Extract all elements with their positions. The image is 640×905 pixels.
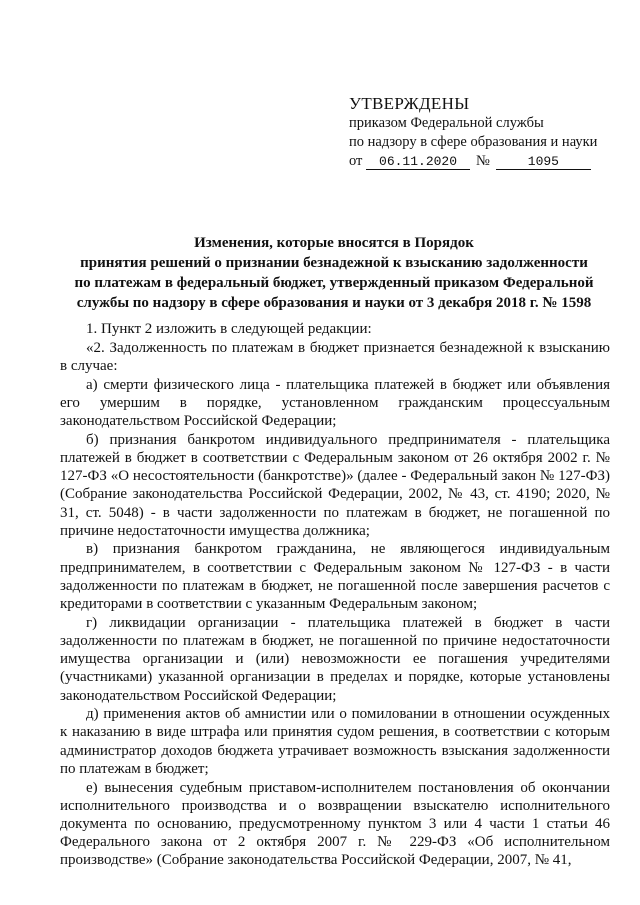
- document-heading: [58, 233, 610, 313]
- heading-line-2: принятия решений о признании безнадежной к взысканию задолженности: [80, 255, 588, 271]
- order-number: 1095: [496, 154, 591, 170]
- heading-line-3: по платежам в федеральный бюджет, утвержденный приказом Федеральной: [74, 275, 594, 291]
- paragraph-sub-e: е) вынесения судебным приставом-исполнителем постановления об окончании исполнительного производства и о возвращении взыскателю исполнительного документа по основанию, предусмотренному пунктом 3 или 4 части 1 статьи 46 Федерального закона от 2 октября 2007 г. № 229-ФЗ «Об исполнительном производстве» (Собрание законодательства Российской Федерации, 2007, № 41,: [60, 779, 610, 869]
- paragraph-sub-d: д) применения актов об амнистии или о помиловании в отношении осужденных к наказанию в виде штрафа или принятия судом решения, в соответствии с которым администратор доходов бюджета утрачивает возможность взыскания задолженности по платежам в бюджет;: [60, 706, 610, 777]
- paragraph-item-1: 1. Пункт 2 изложить в следующей редакции:: [86, 321, 372, 337]
- approval-line-1: приказом Федеральной службы: [349, 115, 544, 131]
- approval-stamp: [349, 94, 597, 171]
- heading-line-4: службы по надзору в сфере образования и науки от 3 декабря 2018 г. № 1598: [76, 295, 592, 311]
- paragraph-clause-2: «2. Задолженность по платежам в бюджет признается безнадежной к взысканию в случае:: [60, 339, 610, 374]
- approval-title: УТВЕРЖДЕНЫ: [349, 94, 470, 113]
- paragraph-sub-b: б) признания банкротом индивидуального предпринимателя - плательщика платежей в бюджет в соответствии с Федеральным законом от 26 октября 2002 г. № 127-ФЗ «О несостоятельности (банкротстве)» (далее - Федеральный закон № 127-ФЗ) (Собрание законодательства Российской Федерации, 2002, № 43, ст. 4190; 2020, № 31, ст. 5048) - в части задолженности по платежам в бюджет, не погашенной по причине недостаточности имущества должника;: [60, 431, 610, 539]
- order-date-number: [349, 152, 597, 171]
- number-sign: №: [476, 153, 490, 169]
- date-prefix: от: [349, 153, 363, 169]
- document-body: [60, 320, 610, 870]
- order-date: 06.11.2020: [366, 154, 470, 170]
- approval-line-2: по надзору в сфере образования и науки: [349, 134, 598, 150]
- paragraph-sub-a: а) смерти физического лица - плательщика платежей в бюджет или объявления его умершим в порядке, установленном гражданским процессуальным законодательством Российской Федерации;: [60, 376, 610, 430]
- heading-line-1: Изменения, которые вносятся в Порядок: [194, 235, 474, 251]
- paragraph-sub-g: г) ликвидации организации - плательщика платежей в бюджет в части задолженности по платежам в бюджет, не погашенной по причине недостаточности имущества организации и (или) невозможности ее погашения учредителями (участниками) указанной организации в пределах и порядке, которые установлены законодательством Российской Федерации;: [60, 614, 610, 704]
- paragraph-sub-v: в) признания банкротом гражданина, не являющегося индивидуальным предпринимателем, в соответствии с Федеральным законом № 127-ФЗ - в части задолженности по платежам в бюджет, не погашенной после завершения расчетов с кредиторами в соответствии с указанным Федеральным законом;: [60, 541, 610, 613]
